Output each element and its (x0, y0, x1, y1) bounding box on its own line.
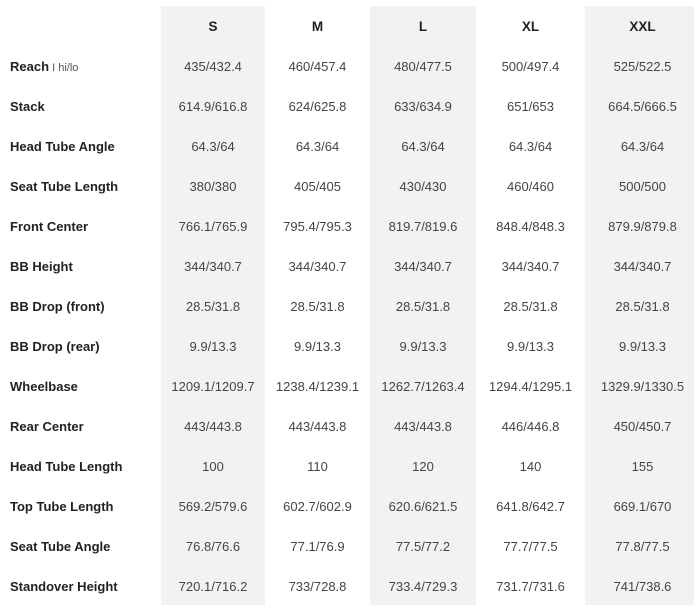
table-row (0, 46, 700, 86)
row-label-text: Stack (10, 98, 45, 114)
value-cell: 64.3/64 (508, 138, 553, 154)
value-cell: 77.5/77.2 (395, 538, 451, 554)
table-row (0, 166, 700, 206)
row-label-text: BB Height (10, 258, 73, 274)
value-cell: 28.5/31.8 (503, 298, 558, 314)
row-label (0, 86, 161, 126)
value-cell: 430/430 (399, 178, 447, 194)
row-label-text: BB Drop (front) (10, 298, 105, 314)
row-label (0, 566, 161, 606)
row-label-text: Reach (10, 58, 50, 74)
value-cell: 733.4/729.3 (388, 578, 458, 594)
value-cell: 450/450.7 (613, 418, 672, 434)
table-row (0, 86, 700, 126)
row-label-text: Head Tube Angle (10, 138, 115, 154)
value-cell: 733/728.8 (288, 578, 347, 594)
value-cell: 344/340.7 (394, 258, 452, 274)
row-label-text: Seat Tube Angle (10, 538, 111, 554)
row-label-text: Standover Height (10, 578, 118, 594)
size-header: XXL (629, 18, 656, 34)
row-label (0, 166, 161, 206)
value-cell: 28.5/31.8 (615, 298, 670, 314)
header-blank-cell (0, 6, 161, 46)
value-cell: 460/460 (507, 178, 554, 194)
row-label (0, 46, 161, 86)
value-cell: 1294.4/1295.1 (488, 378, 573, 394)
row-label-text: Rear Center (10, 418, 84, 434)
table-row (0, 406, 700, 446)
geometry-table (0, 6, 700, 606)
value-cell: 641.8/642.7 (496, 498, 565, 514)
value-cell: 525/522.5 (613, 58, 672, 74)
value-cell: 9.9/13.3 (619, 338, 666, 354)
value-cell: 443/443.8 (184, 418, 242, 434)
value-cell: 848.4/848.3 (496, 218, 565, 234)
value-cell: 64.3/64 (295, 138, 340, 154)
value-cell: 766.1/765.9 (178, 218, 248, 234)
value-cell: 669.1/670 (613, 498, 672, 514)
value-cell: 64.3/64 (620, 138, 665, 154)
value-cell: 664.5/666.5 (608, 98, 677, 114)
value-cell: 140 (519, 458, 542, 474)
row-label (0, 286, 161, 326)
table-row (0, 486, 700, 526)
value-cell: 1238.4/1239.1 (275, 378, 360, 394)
row-label (0, 366, 161, 406)
value-cell: 9.9/13.3 (294, 338, 341, 354)
row-label (0, 446, 161, 486)
value-cell: 77.7/77.5 (503, 538, 558, 554)
row-label-note: I hi/lo (49, 61, 79, 74)
value-cell: 64.3/64 (401, 138, 445, 154)
header-row (0, 6, 700, 46)
table-row (0, 126, 700, 166)
value-cell: 795.4/795.3 (283, 218, 352, 234)
size-header: M (311, 18, 324, 34)
value-cell: 344/340.7 (501, 258, 560, 274)
row-label-text: Wheelbase (10, 378, 78, 394)
table-row (0, 206, 700, 246)
table-row (0, 326, 700, 366)
value-cell: 28.5/31.8 (395, 298, 451, 314)
row-label-text: Front Center (10, 218, 88, 234)
value-cell: 569.2/579.6 (178, 498, 248, 514)
value-cell: 1262.7/1263.4 (381, 378, 465, 394)
row-label (0, 526, 161, 566)
value-cell: 1209.1/1209.7 (171, 378, 255, 394)
value-cell: 443/443.8 (394, 418, 452, 434)
value-cell: 435/432.4 (184, 58, 242, 74)
row-label-text: Top Tube Length (10, 498, 114, 514)
value-cell: 500/497.4 (501, 58, 560, 74)
value-cell: 720.1/716.2 (178, 578, 248, 594)
value-cell: 100 (202, 458, 224, 474)
value-cell: 480/477.5 (394, 58, 452, 74)
table-body (0, 46, 700, 606)
value-cell: 77.8/77.5 (615, 538, 670, 554)
value-cell: 819.7/819.6 (388, 218, 458, 234)
size-header: L (418, 18, 428, 34)
value-cell: 155 (631, 458, 654, 474)
row-label-text: Head Tube Length (10, 458, 123, 474)
table-row (0, 366, 700, 406)
value-cell: 110 (307, 458, 328, 474)
row-label-text: Seat Tube Length (10, 178, 119, 194)
value-cell: 28.5/31.8 (185, 298, 241, 314)
value-cell: 620.6/621.5 (388, 498, 458, 514)
value-cell: 633/634.9 (394, 98, 452, 114)
value-cell: 344/340.7 (184, 258, 242, 274)
value-cell: 380/380 (189, 178, 237, 194)
value-cell: 344/340.7 (613, 258, 672, 274)
row-label (0, 406, 161, 446)
value-cell: 731.7/731.6 (496, 578, 565, 594)
value-cell: 9.9/13.3 (399, 338, 447, 354)
value-cell: 446/446.8 (501, 418, 560, 434)
row-label-text: BB Drop (rear) (10, 338, 100, 354)
size-header: S (208, 18, 218, 34)
value-cell: 602.7/602.9 (283, 498, 352, 514)
value-cell: 651/653 (507, 98, 554, 114)
value-cell: 76.8/76.6 (185, 538, 241, 554)
value-cell: 1329.9/1330.5 (600, 378, 685, 394)
value-cell: 741/738.6 (613, 578, 672, 594)
row-label (0, 126, 161, 166)
table-row (0, 526, 700, 566)
value-cell: 624/625.8 (288, 98, 347, 114)
value-cell: 614.9/616.8 (178, 98, 248, 114)
row-label (0, 326, 161, 366)
value-cell: 443/443.8 (288, 418, 347, 434)
value-cell: 405/405 (294, 178, 341, 194)
value-cell: 9.9/13.3 (507, 338, 554, 354)
row-label (0, 206, 161, 246)
size-header: XL (521, 18, 540, 34)
table-row (0, 566, 700, 606)
value-cell: 500/500 (619, 178, 666, 194)
row-label (0, 246, 161, 286)
value-cell: 120 (412, 458, 434, 474)
value-cell: 64.3/64 (191, 138, 235, 154)
value-cell: 344/340.7 (288, 258, 347, 274)
table-row (0, 246, 700, 286)
value-cell: 460/457.4 (288, 58, 347, 74)
value-cell: 879.9/879.8 (608, 218, 677, 234)
value-cell: 77.1/76.9 (290, 538, 345, 554)
table-row (0, 286, 700, 326)
value-cell: 9.9/13.3 (189, 338, 237, 354)
row-label (0, 486, 161, 526)
table-row (0, 446, 700, 486)
value-cell: 28.5/31.8 (290, 298, 345, 314)
